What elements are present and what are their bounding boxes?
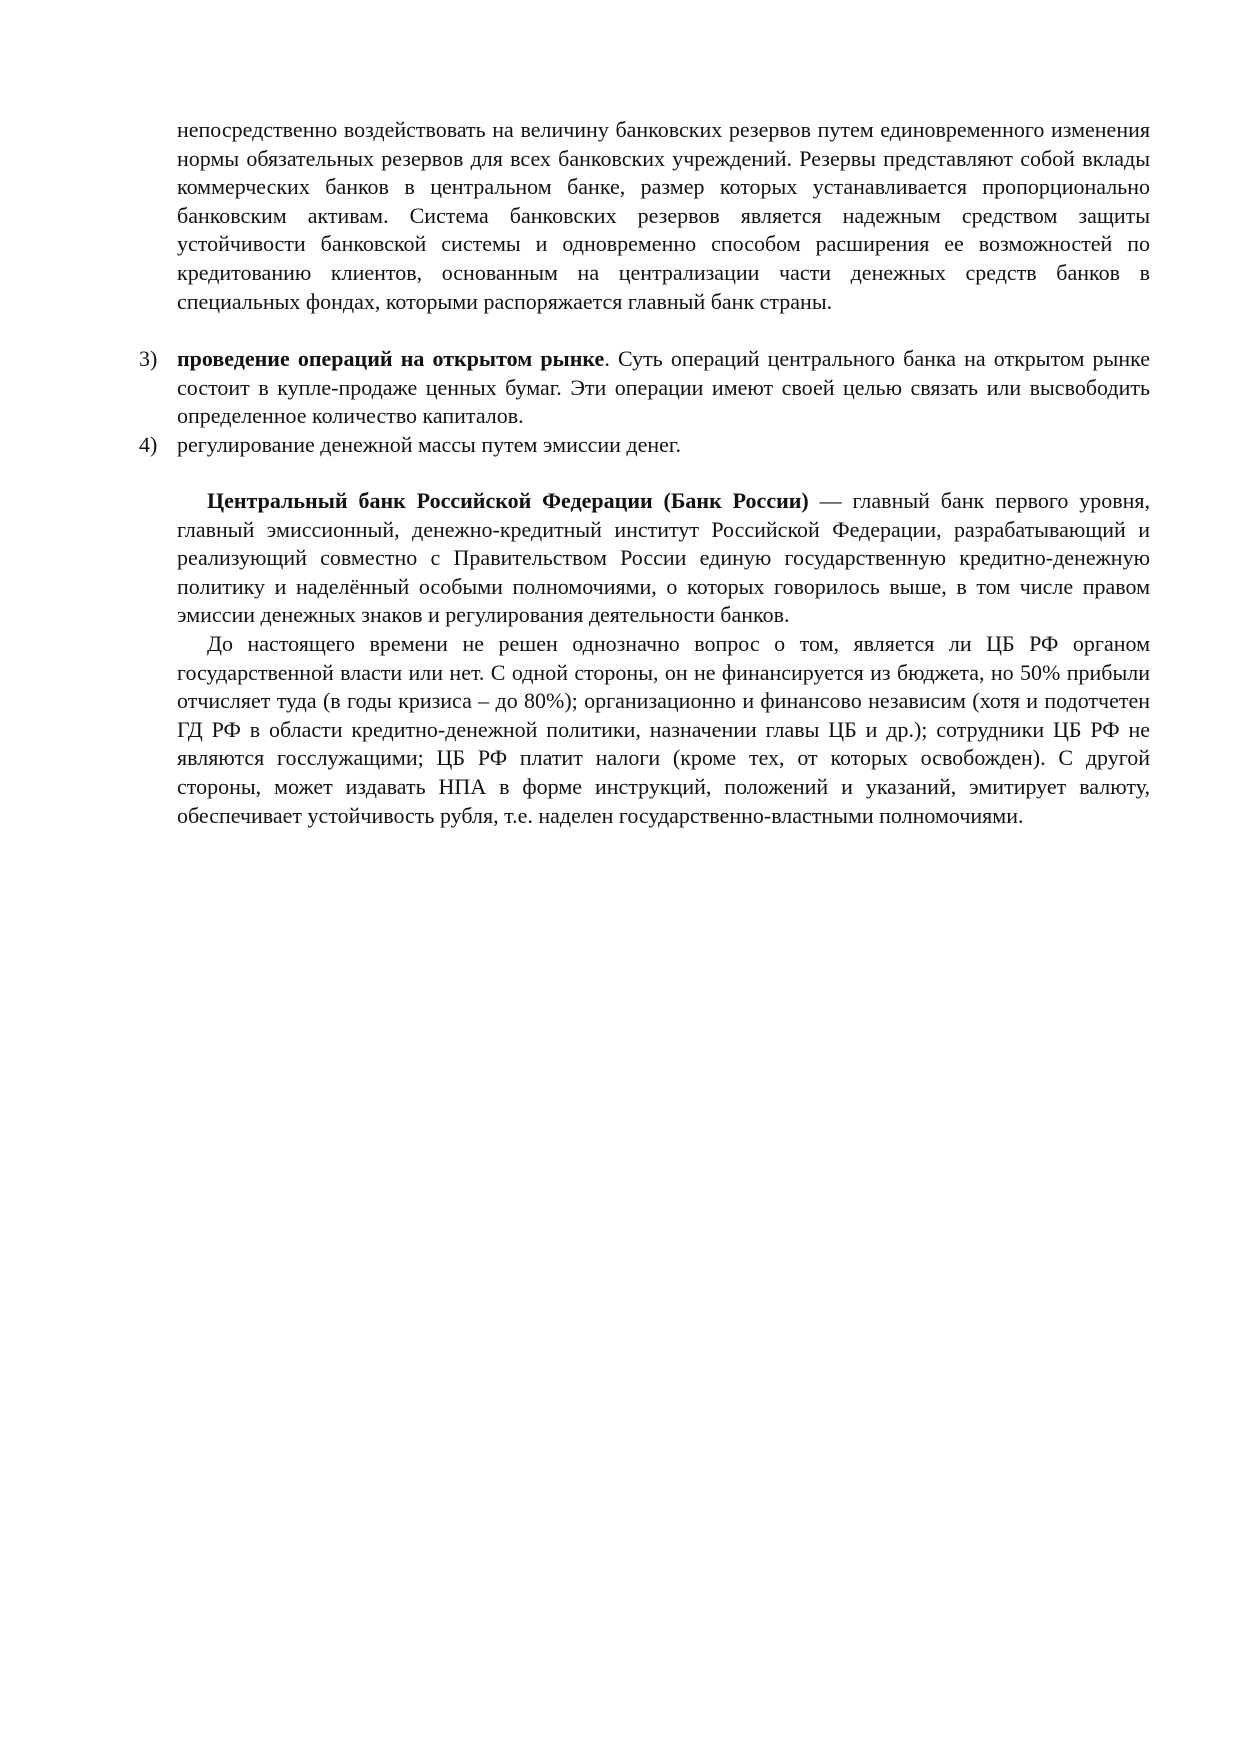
list-item-text: . Суть операций центрального банка на открытом рынке состоит в купле-продаже ценных бумаг. Эти операции имеют своей целью связать или высвободить определенное количество капиталов. xyxy=(177,346,1151,429)
list-item-text: регулирование денежной массы путем эмиссии денег. xyxy=(177,431,681,457)
central-bank-paragraph xyxy=(177,487,1150,630)
numbered-list xyxy=(139,345,1151,459)
intro-paragraph: непосредственно воздействовать на величину банковских резервов путем единовременного изменения нормы обязательных резервов для всех банковских учреждений. Резервы представляют собой вклады коммерческих банков в центральном банке, размер которых устанавливается пропорционально банковским активам. Система банковских резервов является надежным средством защиты устойчивости банковской системы и одновременно способом расширения ее возможностей по кредитованию клиентов, основанным на централизации части денежных средств банков в специальных фондах, которыми распоряжается главный банк страны. xyxy=(177,117,1150,314)
list-item-number: 4) xyxy=(139,431,158,457)
list-item xyxy=(139,431,1150,460)
central-bank-definition: — главный банк первого уровня, главный эмиссионный, денежно-кредитный институт Российской Федерации, разрабатывающий и реализующий совместно с Правительством России единую государственную кредитно-денежную политику и наделённый особыми полномочиями, о которых говорилось выше, в том числе правом эмиссии денежных знаков и регулирования деятельности банков. xyxy=(177,488,1150,628)
central-bank-section xyxy=(177,487,1150,830)
list-item-number: 3) xyxy=(139,346,158,371)
list-item xyxy=(139,345,1151,431)
list-item-bold-term: проведение операций на открытом рынке xyxy=(177,346,605,371)
central-bank-term: Центральный банк Российской Федерации (Банк России) xyxy=(207,488,809,513)
status-paragraph: До настоящего времени не решен однозначно вопрос о том, является ли ЦБ РФ органом государственной власти или нет. С одной стороны, он не финансируется из бюджета, но 50% прибыли отчисляет туда (в годы кризиса – до 80%); организационно и финансово независим (хотя и подотчетен ГД РФ в области кредитно-денежной политики, назначении главы ЦБ и др.); сотрудники ЦБ РФ не являются госслужащими; ЦБ РФ платит налоги (кроме тех, от которых освобожден). С другой стороны, может издавать НПА в форме инструкций, положений и указаний, эмитирует валюту, обеспечивает устойчивость рубля, т.е. наделен государственно-властными полномочиями. xyxy=(177,630,1150,828)
